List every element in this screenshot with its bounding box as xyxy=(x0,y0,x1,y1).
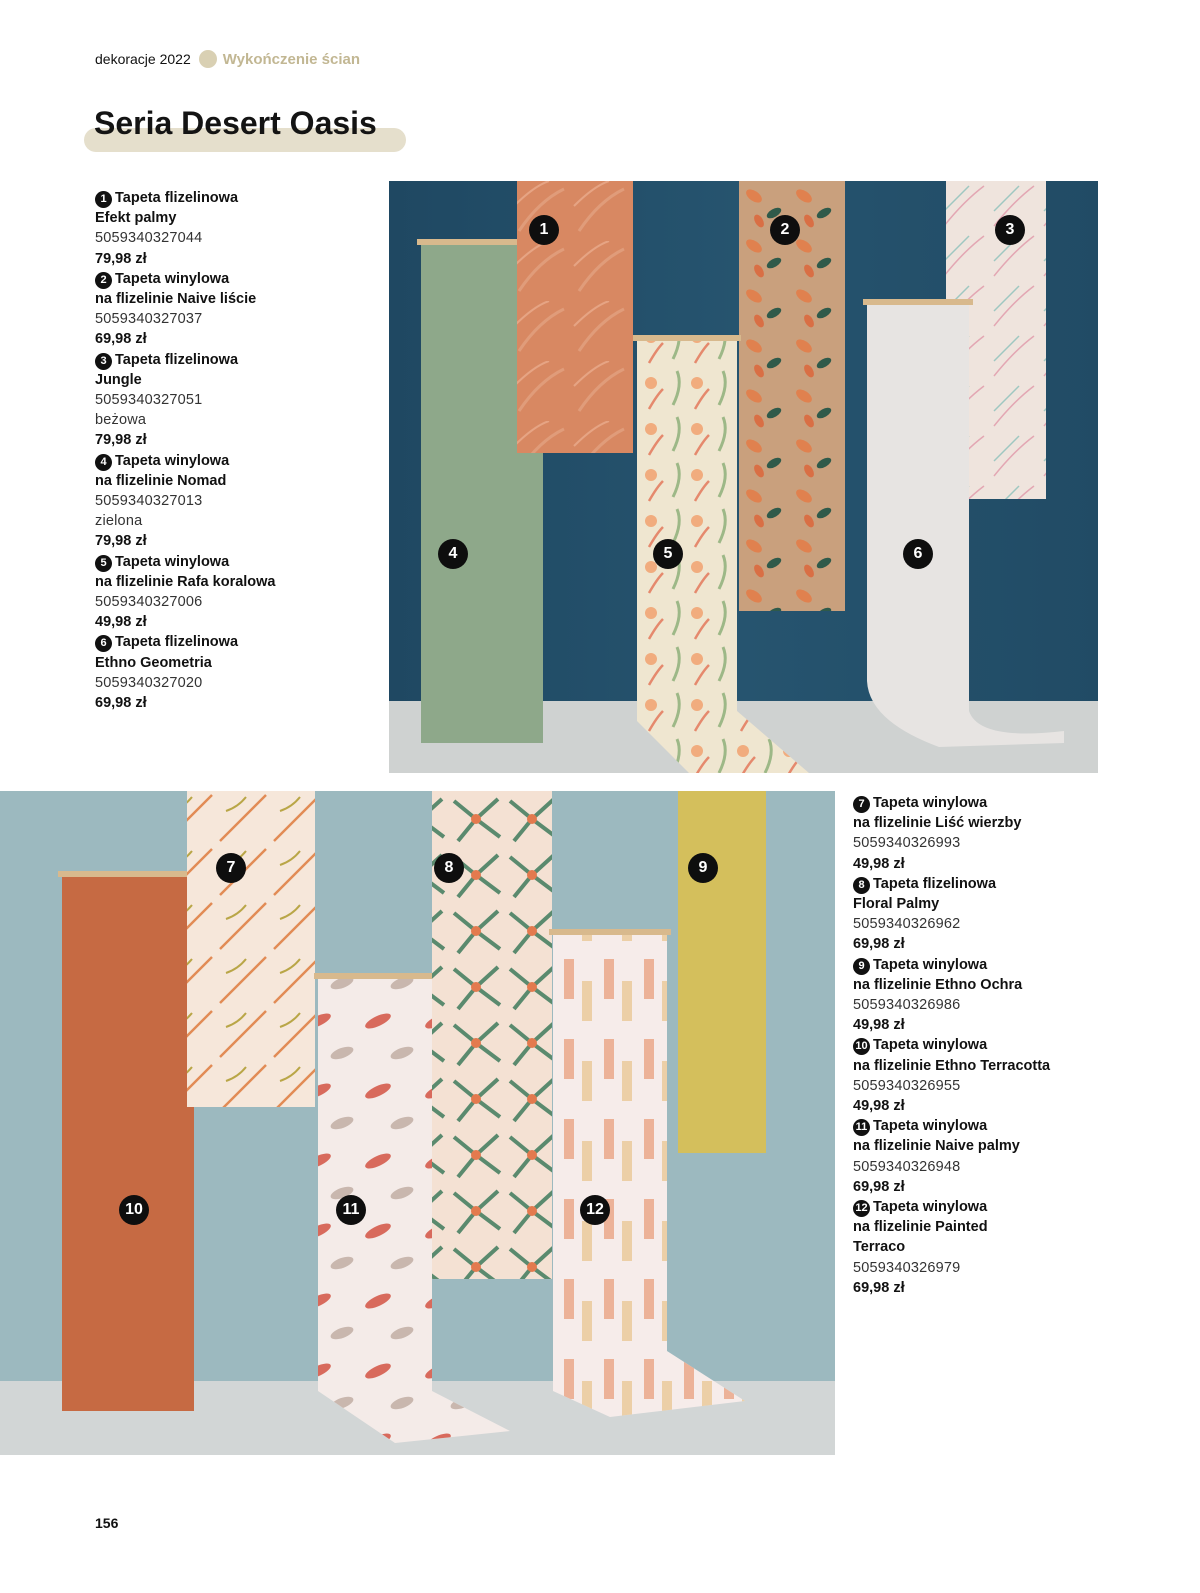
photo-badge: 11 xyxy=(336,1195,366,1225)
section-label: Wykończenie ścian xyxy=(222,50,361,68)
product-price: 69,98 zł xyxy=(853,1279,905,1296)
photo-badge: 10 xyxy=(119,1195,149,1225)
photo-bottom xyxy=(0,791,835,1455)
product-price: 69,98 zł xyxy=(95,331,147,348)
product-name-line2: Efekt palmy xyxy=(95,210,177,227)
product-name: Tapeta winylowa xyxy=(873,1118,988,1135)
product-code: 5059340326993 xyxy=(853,835,961,852)
product-price: 49,98 zł xyxy=(853,1098,905,1115)
page-title: Seria Desert Oasis xyxy=(94,105,377,141)
product-item xyxy=(853,1197,1153,1298)
product-item xyxy=(95,269,385,350)
catalog-label: dekoracje 2022 xyxy=(95,51,191,67)
product-name: Tapeta winylowa xyxy=(873,1037,988,1054)
product-code: 5059340326979 xyxy=(853,1259,961,1276)
product-price: 79,98 zł xyxy=(95,533,147,550)
product-price: 79,98 zł xyxy=(95,250,147,267)
product-name: Tapeta winylowa xyxy=(115,553,230,570)
number-badge: 7 xyxy=(853,796,870,813)
product-code: 5059340327006 xyxy=(95,594,203,611)
number-badge: 5 xyxy=(95,555,112,572)
product-item xyxy=(95,451,385,552)
product-code: 5059340326948 xyxy=(853,1158,961,1175)
product-item xyxy=(95,552,385,633)
product-item xyxy=(95,632,385,713)
product-item xyxy=(853,793,1153,874)
breadcrumb xyxy=(95,50,360,68)
product-name-line2: na flizelinie Naive liście xyxy=(95,291,257,308)
product-item xyxy=(853,955,1153,1036)
product-name: Tapeta winylowa xyxy=(873,795,988,811)
photo-badge: 7 xyxy=(216,853,246,883)
product-price: 49,98 zł xyxy=(853,1017,905,1034)
product-code: 5059340326962 xyxy=(853,916,961,933)
product-list-top xyxy=(95,188,385,713)
photo-badge: 4 xyxy=(438,539,468,569)
product-price: 69,98 zł xyxy=(853,936,905,953)
number-badge: 10 xyxy=(853,1038,870,1055)
product-name-line2: Jungle xyxy=(95,371,142,388)
photo-badge: 6 xyxy=(903,539,933,569)
product-item xyxy=(853,1035,1153,1116)
product-name-line2: na flizelinie Rafa koralowa xyxy=(95,573,276,590)
product-name-line2: na flizelinie Naive palmy xyxy=(853,1138,1020,1155)
page-number: 156 xyxy=(95,1515,119,1531)
product-name: Tapeta winylowa xyxy=(873,1199,988,1216)
product-price: 69,98 zł xyxy=(95,695,147,712)
product-code: 5059340327037 xyxy=(95,311,203,328)
product-name-line2: na flizelinie Nomad xyxy=(95,472,227,489)
product-name-line2: Floral Palmy xyxy=(853,896,940,913)
number-badge: 12 xyxy=(853,1200,870,1217)
photo-badge: 12 xyxy=(580,1195,610,1225)
number-badge: 11 xyxy=(853,1119,870,1136)
photo-badge: 3 xyxy=(995,215,1025,245)
product-code: 5059340327051 xyxy=(95,392,203,409)
product-item xyxy=(95,350,385,451)
wallpaper-rolls-illustration-top xyxy=(389,181,1098,773)
product-price: 69,98 zł xyxy=(853,1178,905,1195)
product-code: 5059340326955 xyxy=(853,1077,961,1094)
number-badge: 8 xyxy=(853,877,870,894)
number-badge: 2 xyxy=(95,272,112,289)
photo-badge: 8 xyxy=(434,853,464,883)
wallpaper-rolls-illustration-bottom xyxy=(0,791,835,1455)
dot-icon xyxy=(199,50,217,68)
title-block xyxy=(84,100,377,146)
product-name: Tapeta winylowa xyxy=(115,452,230,469)
product-name: Tapeta flizelinowa xyxy=(115,634,239,651)
photo-top xyxy=(389,181,1098,773)
photo-badge: 9 xyxy=(688,853,718,883)
product-name: Tapeta flizelinowa xyxy=(115,351,239,368)
number-badge: 6 xyxy=(95,635,112,652)
product-item xyxy=(853,1116,1153,1197)
product-name-line2: na flizelinie Ethno Terracotta xyxy=(853,1057,1051,1074)
product-name: Tapeta flizelinowa xyxy=(873,875,997,892)
number-badge: 4 xyxy=(95,454,112,471)
product-name-line3: Terraco xyxy=(853,1239,906,1256)
product-name-line2: Ethno Geometria xyxy=(95,654,212,671)
product-name: Tapeta winylowa xyxy=(115,270,230,287)
product-name-line2: na flizelinie Liść wierzby xyxy=(853,815,1022,832)
product-code: 5059340327044 xyxy=(95,230,203,247)
photo-badge: 5 xyxy=(653,539,683,569)
product-code: 5059340327013 xyxy=(95,493,203,510)
product-price: 49,98 zł xyxy=(95,614,147,631)
number-badge: 3 xyxy=(95,353,112,370)
photo-badge: 1 xyxy=(529,215,559,245)
product-item xyxy=(95,188,385,269)
product-color: zielona xyxy=(95,513,143,530)
number-badge: 1 xyxy=(95,191,112,208)
product-name: Tapeta winylowa xyxy=(873,956,988,973)
product-list-bottom xyxy=(853,793,1153,1298)
product-color: beżowa xyxy=(95,412,147,429)
product-price: 49,98 zł xyxy=(853,855,905,872)
product-name: Tapeta flizelinowa xyxy=(115,190,239,206)
photo-badge: 2 xyxy=(770,215,800,245)
product-item xyxy=(853,874,1153,955)
product-name-line2: na flizelinie Ethno Ochra xyxy=(853,976,1023,993)
number-badge: 9 xyxy=(853,958,870,975)
product-code: 5059340327020 xyxy=(95,674,203,691)
product-code: 5059340326986 xyxy=(853,997,961,1014)
product-price: 79,98 zł xyxy=(95,432,147,449)
product-name-line2: na flizelinie Painted xyxy=(853,1219,988,1236)
